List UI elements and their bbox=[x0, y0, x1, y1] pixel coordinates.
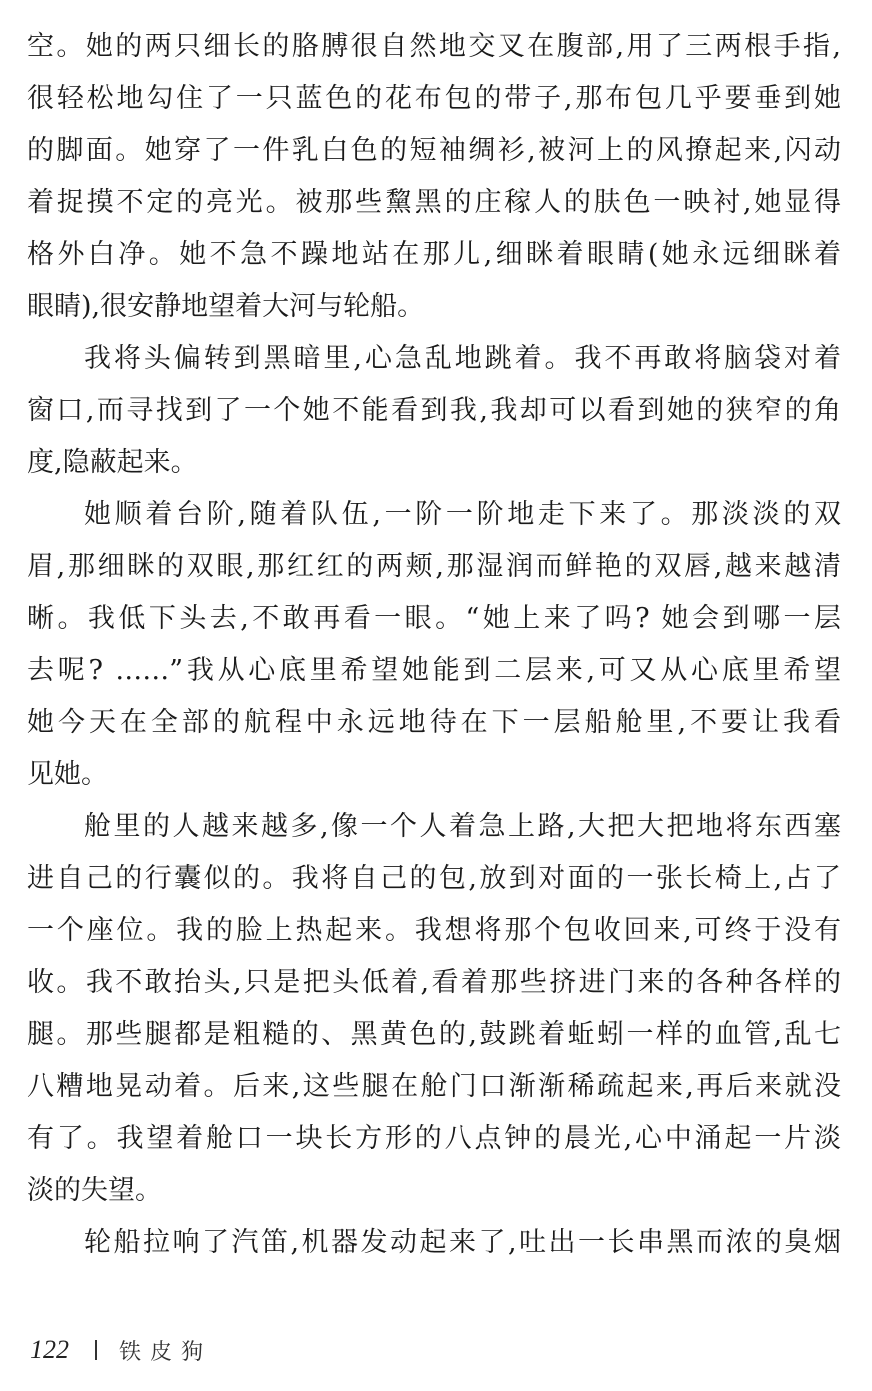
text-line: 进自己的行囊似的。我将自己的包,放到对面的一张长椅上,占了 bbox=[27, 863, 841, 894]
text-line: 收。我不敢抬头,只是把头低着,看着那些挤进门来的各种各样的 bbox=[27, 967, 841, 998]
text-line: 腿。那些腿都是粗糙的、黑黄色的,鼓跳着蚯蚓一样的血管,乱七 bbox=[27, 1019, 841, 1050]
text-line: 她今天在全部的航程中永远地待在下一层船舱里,不要让我看 bbox=[27, 707, 841, 738]
text-line: 的脚面。她穿了一件乳白色的短袖绸衫,被河上的风撩起来,闪动 bbox=[27, 135, 841, 166]
body-text bbox=[27, 21, 841, 1269]
text-line: 去呢? ……”我从心底里希望她能到二层来,可又从心底里希望 bbox=[27, 655, 841, 686]
text-line: 舱里的人越来越多,像一个人着急上路,大把大把地将东西塞 bbox=[84, 811, 841, 842]
text-line: 晰。我低下头去,不敢再看一眼。“她上来了吗? 她会到哪一层 bbox=[27, 603, 841, 634]
text-line: 淡的失望。 bbox=[27, 1175, 162, 1206]
book-title: 铁皮狗 bbox=[119, 1339, 213, 1365]
text-line: 见她。 bbox=[27, 759, 108, 790]
text-line: 眉,那细眯的双眼,那红红的两颊,那湿润而鲜艳的双唇,越来越清 bbox=[27, 551, 841, 582]
text-line: 着捉摸不定的亮光。被那些黧黑的庄稼人的肤色一映衬,她显得 bbox=[27, 187, 841, 218]
text-line: 格外白净。她不急不躁地站在那儿,细眯着眼睛(她永远细眯着 bbox=[27, 239, 841, 270]
text-line: 八糟地晃动着。后来,这些腿在舱门口渐渐稀疏起来,再后来就没 bbox=[27, 1071, 841, 1102]
text-line: 很轻松地勾住了一只蓝色的花布包的带子,那布包几乎要垂到她 bbox=[27, 83, 841, 114]
text-line: 轮船拉响了汽笛,机器发动起来了,吐出一长串黑而浓的臭烟 bbox=[84, 1227, 841, 1258]
text-line: 度,隐蔽起来。 bbox=[27, 447, 198, 478]
text-line: 我将头偏转到黑暗里,心急乱地跳着。我不再敢将脑袋对着 bbox=[84, 343, 841, 374]
text-line: 她顺着台阶,随着队伍,一阶一阶地走下来了。那淡淡的双 bbox=[84, 499, 841, 530]
footer-divider bbox=[95, 1340, 97, 1360]
text-line: 有了。我望着舱口一块长方形的八点钟的晨光,心中涌起一片淡 bbox=[27, 1123, 841, 1154]
text-line: 一个座位。我的脸上热起来。我想将那个包收回来,可终于没有 bbox=[27, 915, 841, 946]
text-line: 窗口,而寻找到了一个她不能看到我,我却可以看到她的狭窄的角 bbox=[27, 395, 841, 426]
text-line: 空。她的两只细长的胳膊很自然地交叉在腹部,用了三两根手指, bbox=[27, 31, 841, 62]
text-line: 眼睛),很安静地望着大河与轮船。 bbox=[27, 291, 425, 322]
page-number: 122 bbox=[30, 1335, 69, 1364]
page-footer bbox=[30, 1332, 212, 1368]
